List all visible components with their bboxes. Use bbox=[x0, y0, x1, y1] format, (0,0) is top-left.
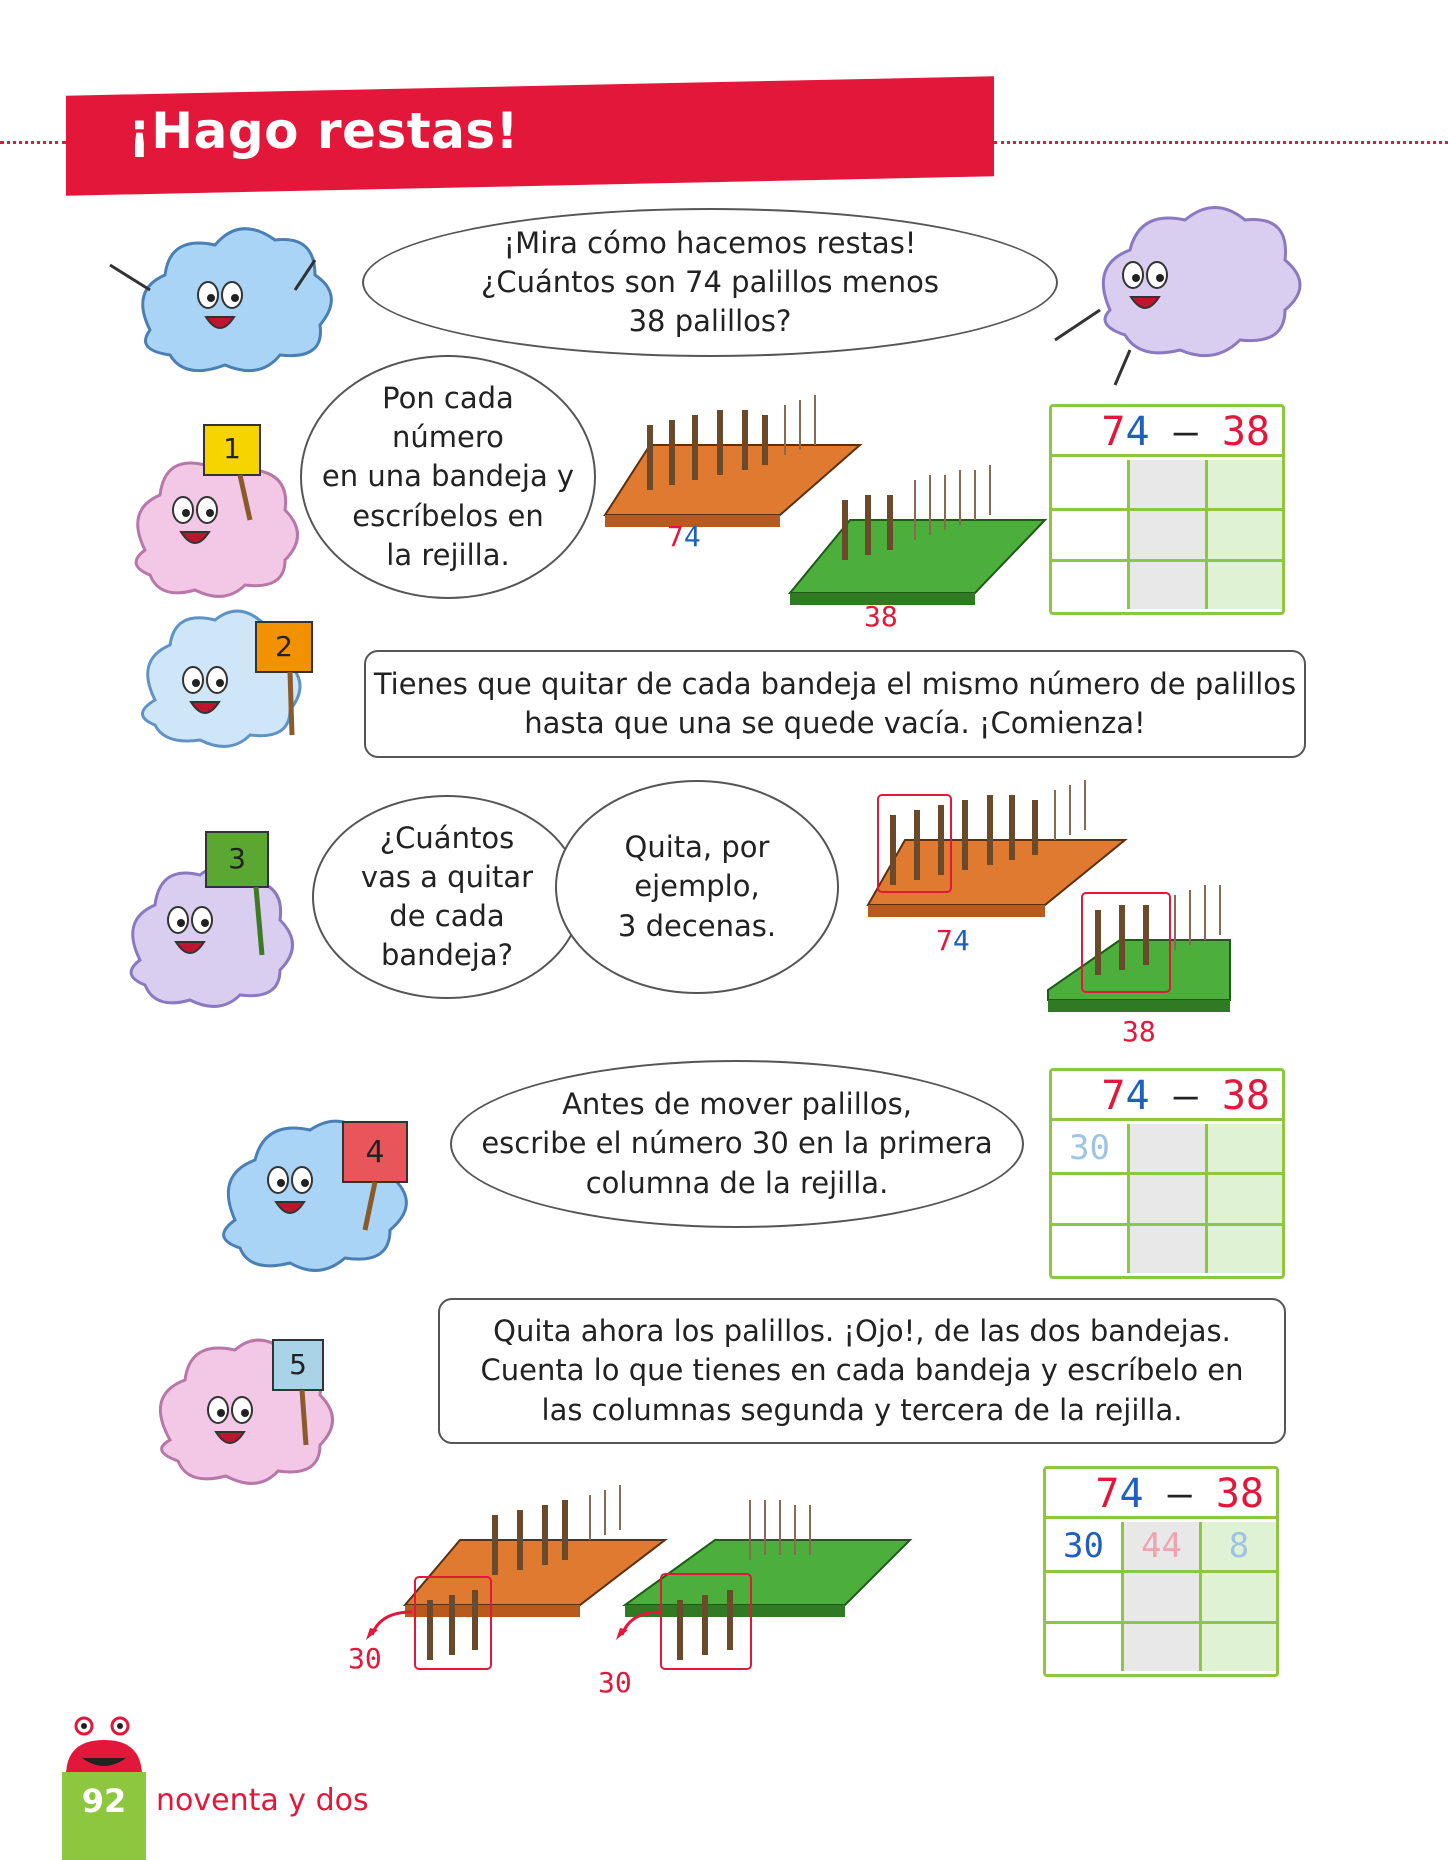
removed-label: 30 bbox=[348, 1642, 382, 1675]
grid-cell bbox=[1208, 1175, 1282, 1226]
orange-tray-label: 74 bbox=[936, 924, 970, 957]
green-tray-label: 38 bbox=[864, 600, 898, 633]
step-3-sign-number: 3 bbox=[228, 842, 246, 875]
grid-cell bbox=[1130, 1124, 1208, 1175]
grid-cell bbox=[1124, 1573, 1202, 1624]
page-number-words: noventa y dos bbox=[156, 1783, 369, 1818]
orange-tray-label: 74 bbox=[667, 520, 701, 553]
grid-header-operation: 74 – 38 bbox=[1052, 1071, 1282, 1121]
grid-cell bbox=[1202, 1522, 1276, 1573]
grid-cell bbox=[1202, 1573, 1276, 1624]
grid-cell bbox=[1052, 1124, 1130, 1175]
red-monster-icon bbox=[62, 1712, 146, 1776]
grid-cell bbox=[1130, 460, 1208, 511]
grid-cell bbox=[1130, 562, 1208, 609]
grid-cell bbox=[1046, 1624, 1124, 1671]
grid-cell bbox=[1130, 1226, 1208, 1273]
step-2-speech-bubble: Tienes que quitar de cada bandeja el mismo número de palillos hasta que una se quede vacía. ¡Comienza! bbox=[364, 650, 1306, 758]
subtraction-grid bbox=[1043, 1466, 1279, 1677]
page-number: 92 bbox=[81, 1782, 127, 1820]
grid-cell bbox=[1046, 1522, 1124, 1573]
grid-cell bbox=[1208, 1124, 1282, 1175]
grid-cell bbox=[1208, 562, 1282, 609]
subtraction-grid bbox=[1049, 1068, 1285, 1279]
step-1-sign-number: 1 bbox=[223, 432, 241, 465]
grid-cell bbox=[1208, 1226, 1282, 1273]
page-number-box bbox=[62, 1772, 146, 1860]
grid-value-second-tray: 8 bbox=[1228, 1526, 1250, 1566]
grid-cell bbox=[1052, 511, 1130, 562]
step-3-reply-bubble: Quita, por ejemplo, 3 decenas. bbox=[555, 780, 839, 994]
grid-cell bbox=[1202, 1624, 1276, 1671]
grid-cell bbox=[1046, 1573, 1124, 1624]
grid-value-tens: 30 bbox=[1069, 1128, 1110, 1168]
grid-cell bbox=[1052, 1226, 1130, 1273]
step-4-speech-bubble: Antes de mover palillos, escribe el número 30 en la primera columna de la rejilla. bbox=[450, 1060, 1024, 1228]
grid-cell bbox=[1052, 1175, 1130, 1226]
step-5-speech-bubble: Quita ahora los palillos. ¡Ojo!, de las dos bandejas. Cuenta lo que tienes en cada bandeja y escríbelo en las columnas segunda y tercera de la rejilla. bbox=[438, 1298, 1286, 1444]
step-2-sign-number: 2 bbox=[275, 630, 293, 663]
grid-cell bbox=[1130, 511, 1208, 562]
step-4-sign-number: 4 bbox=[365, 1135, 385, 1170]
grid-cell bbox=[1124, 1624, 1202, 1671]
grid-value-tens: 30 bbox=[1063, 1526, 1104, 1566]
grid-cell bbox=[1208, 511, 1282, 562]
grid-cell bbox=[1208, 460, 1282, 511]
grid-cell bbox=[1052, 460, 1130, 511]
step-5-sign-number: 5 bbox=[289, 1348, 307, 1381]
grid-value-first-tray: 44 bbox=[1141, 1526, 1182, 1566]
intro-speech-bubble: ¡Mira cómo hacemos restas! ¿Cuántos son 74 palillos menos 38 palillos? bbox=[362, 208, 1058, 357]
step-1-speech-bubble: Pon cada número en una bandeja y escríbelos en la rejilla. bbox=[300, 355, 596, 599]
green-tray-label: 38 bbox=[1122, 1015, 1156, 1048]
grid-header-operation: 74 – 38 bbox=[1052, 407, 1282, 457]
grid-cell bbox=[1124, 1522, 1202, 1573]
grid-cell bbox=[1130, 1175, 1208, 1226]
grid-cell bbox=[1052, 562, 1130, 609]
removed-label: 30 bbox=[598, 1666, 632, 1699]
grid-header-operation: 74 – 38 bbox=[1046, 1469, 1276, 1519]
step-3-speech-bubble: ¿Cuántos vas a quitar de cada bandeja? bbox=[312, 795, 582, 999]
page-title: ¡Hago restas! bbox=[128, 102, 519, 160]
subtraction-grid bbox=[1049, 404, 1285, 615]
